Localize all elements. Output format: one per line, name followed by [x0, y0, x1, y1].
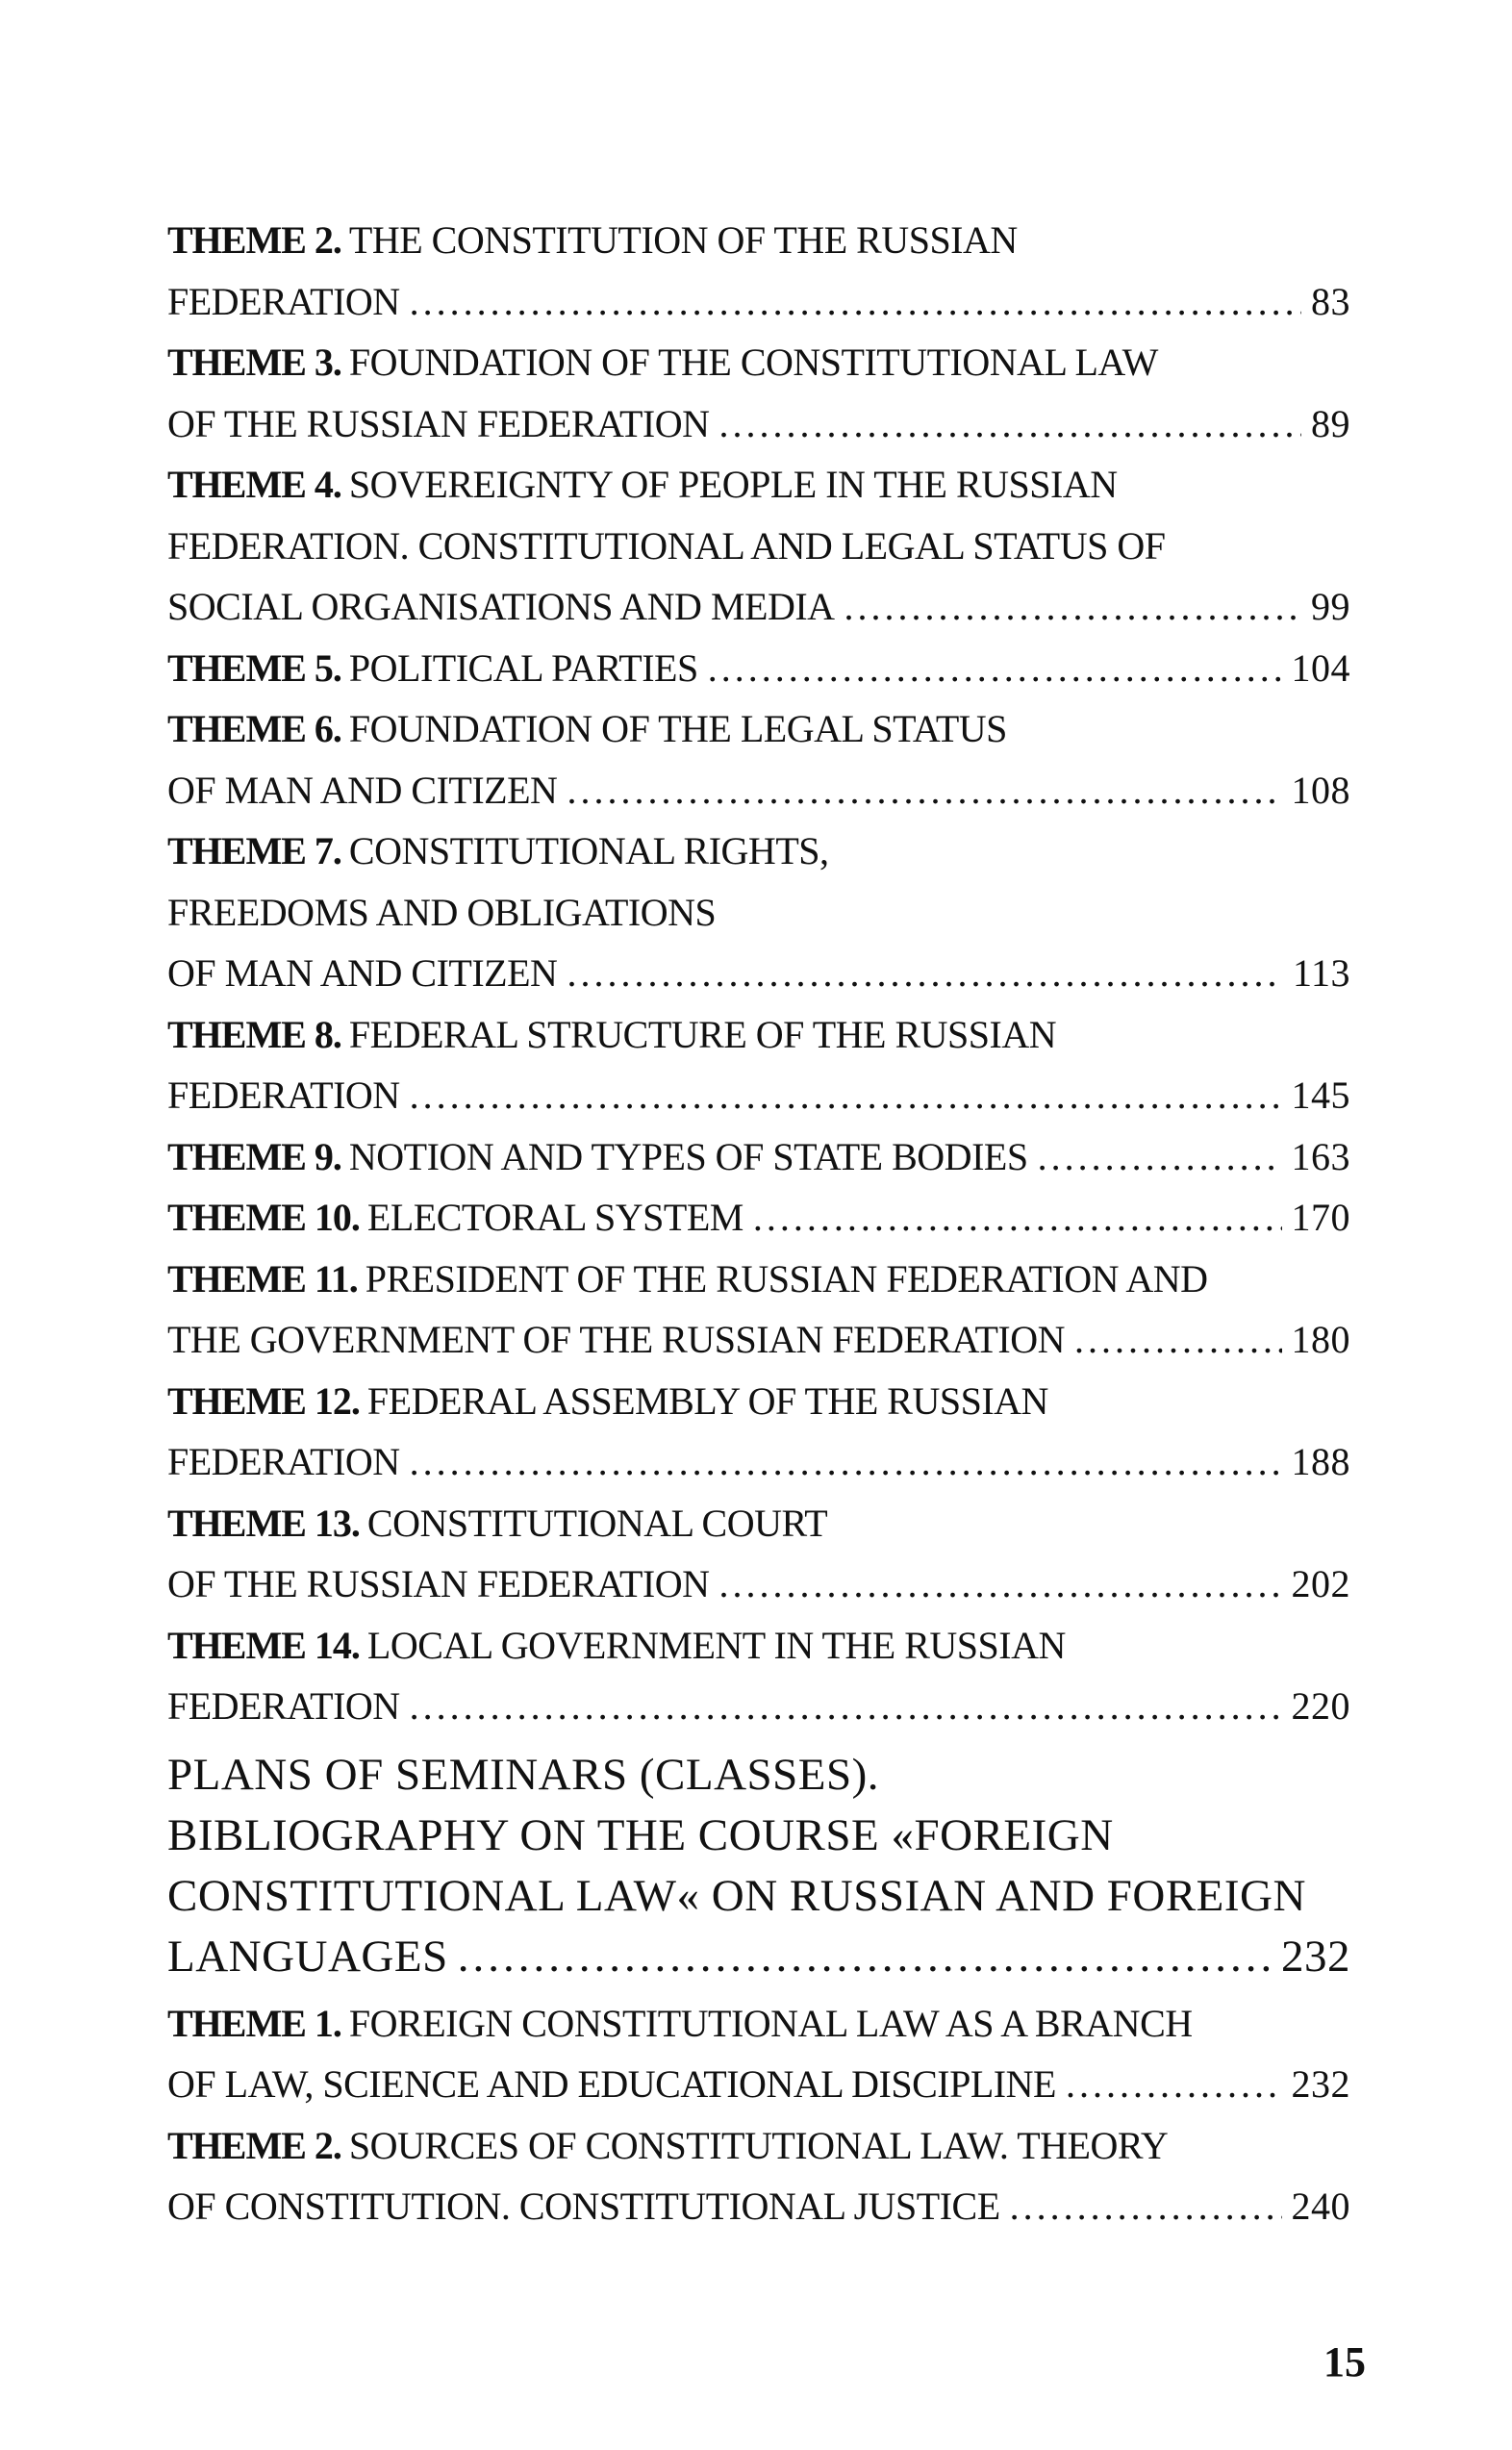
dot-leader — [410, 271, 1301, 333]
section-title: LANGUAGES — [167, 1931, 448, 1982]
toc-entry-theme-7 — [167, 821, 1350, 1004]
entry-title: FEDERATION — [167, 1440, 400, 1483]
dot-leader — [410, 1065, 1282, 1126]
theme-label: THEME 3. — [167, 341, 341, 384]
entry-title: FOREIGN CONSTITUTIONAL LAW AS A BRANCH — [348, 2001, 1193, 2045]
entry-title: THE GOVERNMENT OF THE RUSSIAN FEDERATION — [167, 1318, 1065, 1361]
dot-leader — [844, 576, 1301, 638]
page-ref: 240 — [1291, 2185, 1350, 2228]
theme-label: THEME 7. — [167, 829, 341, 872]
theme-label: THEME 2. — [167, 218, 341, 262]
toc-entry-theme-5 — [167, 638, 1350, 699]
toc-entry-theme-2 — [167, 210, 1350, 332]
toc-entry-theme-14 — [167, 1615, 1350, 1737]
dot-leader — [567, 943, 1283, 1004]
dot-leader — [458, 1927, 1272, 1987]
theme-label: THEME 11. — [167, 1256, 358, 1301]
theme-label: THEME 5. — [167, 645, 341, 690]
dot-leader — [753, 1187, 1282, 1249]
entry-title: NOTION AND TYPES OF STATE BODIES — [348, 1134, 1028, 1178]
entry-title: FOUNDATION OF THE LEGAL STATUS — [348, 707, 1007, 750]
page-ref: 188 — [1291, 1440, 1350, 1483]
page-ref: 180 — [1291, 1318, 1350, 1361]
theme-label: THEME 9. — [167, 1134, 341, 1178]
toc-entry-theme-4 — [167, 454, 1350, 638]
toc-entry-theme-12 — [167, 1371, 1350, 1493]
dot-leader — [410, 1676, 1282, 1737]
entry-title: THE CONSTITUTION OF THE RUSSIAN — [348, 218, 1018, 262]
entry-title: SOCIAL ORGANISATIONS AND MEDIA — [167, 585, 835, 628]
dot-leader — [1066, 2054, 1282, 2115]
entry-title: OF THE RUSSIAN FEDERATION — [167, 1562, 710, 1605]
page-ref: 163 — [1291, 1134, 1350, 1178]
toc-entry-theme-6 — [167, 698, 1350, 821]
theme-label: THEME 10. — [167, 1196, 360, 1239]
page-ref: 108 — [1291, 768, 1350, 812]
section-title: CONSTITUTIONAL LAW« ON RUSSIAN AND FOREIGN — [167, 1870, 1306, 1921]
toc-entry-theme-3 — [167, 332, 1350, 454]
dot-leader — [410, 1431, 1282, 1493]
page-ref: 89 — [1311, 401, 1350, 445]
theme-label: THEME 6. — [167, 707, 341, 750]
dot-leader — [718, 393, 1301, 455]
entry-title: FEDERATION — [167, 1684, 400, 1728]
theme-label: THEME 14. — [167, 1623, 360, 1667]
theme-label: THEME 2. — [167, 2123, 341, 2167]
dot-leader — [708, 638, 1282, 699]
page-ref: 104 — [1291, 645, 1350, 690]
entry-title: FEDERAL ASSEMBLY OF THE RUSSIAN — [366, 1378, 1048, 1423]
theme-label: THEME 1. — [167, 2001, 341, 2045]
page-ref: 99 — [1311, 585, 1350, 628]
entry-title: OF CONSTITUTION. CONSTITUTIONAL JUSTICE — [167, 2185, 1000, 2228]
entry-title: FEDERATION. CONSTITUTIONAL AND LEGAL STATUS OF — [167, 523, 1166, 568]
page-number: 15 — [1323, 2338, 1366, 2386]
theme-label: THEME 13. — [167, 1501, 360, 1545]
page-ref: 113 — [1292, 951, 1350, 995]
toc-entry-seminar-theme-2 — [167, 2115, 1350, 2237]
theme-label: THEME 8. — [167, 1012, 341, 1056]
table-of-contents — [167, 210, 1350, 2237]
entry-title: OF LAW, SCIENCE AND EDUCATIONAL DISCIPLINE — [167, 2062, 1056, 2106]
section-title: BIBLIOGRAPHY ON THE COURSE «FOREIGN — [167, 1809, 1114, 1860]
entry-title: PRESIDENT OF THE RUSSIAN FEDERATION AND — [365, 1256, 1208, 1301]
toc-entry-theme-9 — [167, 1126, 1350, 1188]
entry-title: OF MAN AND CITIZEN — [167, 951, 558, 995]
dot-leader — [718, 1553, 1281, 1615]
toc-entry-theme-13 — [167, 1493, 1350, 1615]
page-ref: 170 — [1291, 1196, 1350, 1239]
toc-entry-seminar-theme-1 — [167, 1993, 1350, 2115]
theme-label: THEME 4. — [167, 463, 341, 506]
entry-title: FEDERATION — [167, 1073, 400, 1117]
page-ref: 220 — [1291, 1684, 1350, 1728]
entry-title: CONSTITUTIONAL RIGHTS, — [348, 829, 829, 872]
entry-title: FEDERAL STRUCTURE OF THE RUSSIAN — [348, 1012, 1057, 1056]
dot-leader — [1074, 1309, 1282, 1371]
toc-entry-theme-10 — [167, 1187, 1350, 1249]
section-title: PLANS OF SEMINARS (CLASSES). — [167, 1749, 880, 1800]
entry-title: FEDERATION — [167, 279, 400, 323]
entry-title: SOURCES OF CONSTITUTIONAL LAW. THEORY — [348, 2123, 1169, 2167]
entry-title: FREEDOMS AND OBLIGATIONS — [167, 890, 717, 934]
entry-title: ELECTORAL SYSTEM — [366, 1196, 743, 1239]
toc-entry-theme-8 — [167, 1004, 1350, 1126]
toc-entry-theme-11 — [167, 1249, 1350, 1371]
dot-leader — [1010, 2176, 1282, 2237]
page-ref: 232 — [1291, 2062, 1350, 2106]
page-ref: 232 — [1281, 1931, 1350, 1982]
dot-leader — [1038, 1126, 1282, 1188]
entry-title: SOVEREIGNTY OF PEOPLE IN THE RUSSIAN — [348, 463, 1118, 506]
page-ref: 145 — [1291, 1073, 1350, 1117]
entry-title: OF MAN AND CITIZEN — [167, 768, 558, 812]
entry-title: FOUNDATION OF THE CONSTITUTIONAL LAW — [348, 341, 1158, 384]
dot-leader — [567, 760, 1281, 821]
entry-title: OF THE RUSSIAN FEDERATION — [167, 401, 710, 445]
entry-title: CONSTITUTIONAL COURT — [366, 1501, 828, 1545]
page-ref: 202 — [1291, 1562, 1350, 1605]
toc-entry-plans-of-seminars — [167, 1745, 1350, 1987]
theme-label: THEME 12. — [167, 1378, 360, 1423]
entry-title: POLITICAL PARTIES — [348, 645, 698, 690]
page-ref: 83 — [1311, 279, 1350, 323]
entry-title: LOCAL GOVERNMENT IN THE RUSSIAN — [366, 1623, 1066, 1667]
